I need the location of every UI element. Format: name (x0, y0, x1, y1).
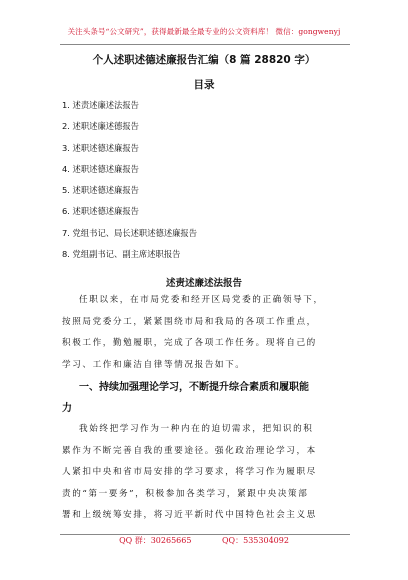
footer-contact (0, 535, 408, 546)
table-of-contents (62, 95, 352, 265)
toc-item[interactable]: 6. 述职述德述廉报告 (62, 206, 139, 217)
paragraph-line: 任职以来，在市局党委和经开区局党委的正确领导下， (79, 295, 324, 305)
paragraph-line: 积极工作，勤勉履职，完成了各项工作任务。现将自己的 (62, 338, 317, 348)
toc-item[interactable]: 7. 党组书记、局长述职述德述廉报告 (62, 227, 198, 238)
paragraph-line: 署和上级统筹安排，将习近平新时代中国特色社会主义思 (62, 510, 317, 520)
paragraph-line: 我始终把学习作为一种内在的迫切需求，把知识的积 (79, 424, 314, 434)
paragraph-line: 累作为不断完善自我的重要途径。强化政治理论学习，本 (62, 445, 317, 456)
body-paragraph (62, 419, 354, 527)
paragraph-line: 责的“第一要务”，积极参加各类学习，紧跟中央决策部 (62, 488, 309, 499)
qq-group: QQ 群：30265665 (119, 536, 192, 545)
section-title: 述责述廉述法报告 (165, 278, 242, 289)
toc-item[interactable]: 4. 述职述德述廉报告 (62, 163, 139, 174)
toc-heading: 目录 (193, 79, 215, 91)
paragraph-line: 按照局党委分工，紧紧围绕市局和我局的各项工作重点， (62, 316, 317, 327)
body-paragraph (62, 290, 354, 376)
document-title: 个人述职述德述廉报告汇编（8 篇 28820 字） (92, 54, 316, 66)
toc-item[interactable]: 2. 述职述廉述德报告 (62, 121, 139, 132)
heading-line: 一、持续加强理论学习，不断提升综合素质和履职能 (79, 382, 309, 393)
heading-line: 力 (62, 403, 72, 414)
toc-item[interactable]: 3. 述职述德述廉报告 (62, 142, 139, 153)
toc-item[interactable]: 5. 述职述德述廉报告 (62, 185, 139, 196)
header-divider (60, 44, 350, 45)
paragraph-line: 人紧扣中央和省市局安排的学习要求，将学习作为履职尽 (62, 467, 317, 477)
qq-number: QQ：535304092 (222, 536, 289, 545)
section-heading (62, 377, 354, 419)
paragraph-line: 学习、工作和廉洁自律等情况报告如下。 (62, 359, 246, 370)
toc-item[interactable]: 8. 党组副书记、副主席述职报告 (62, 249, 181, 260)
toc-item[interactable]: 1. 述责述廉述法报告 (62, 100, 139, 110)
header-note: 关注头条号“公文研究”，获得最新最全最专业的公文资料库！ 微信：gongwenyj (67, 27, 341, 36)
